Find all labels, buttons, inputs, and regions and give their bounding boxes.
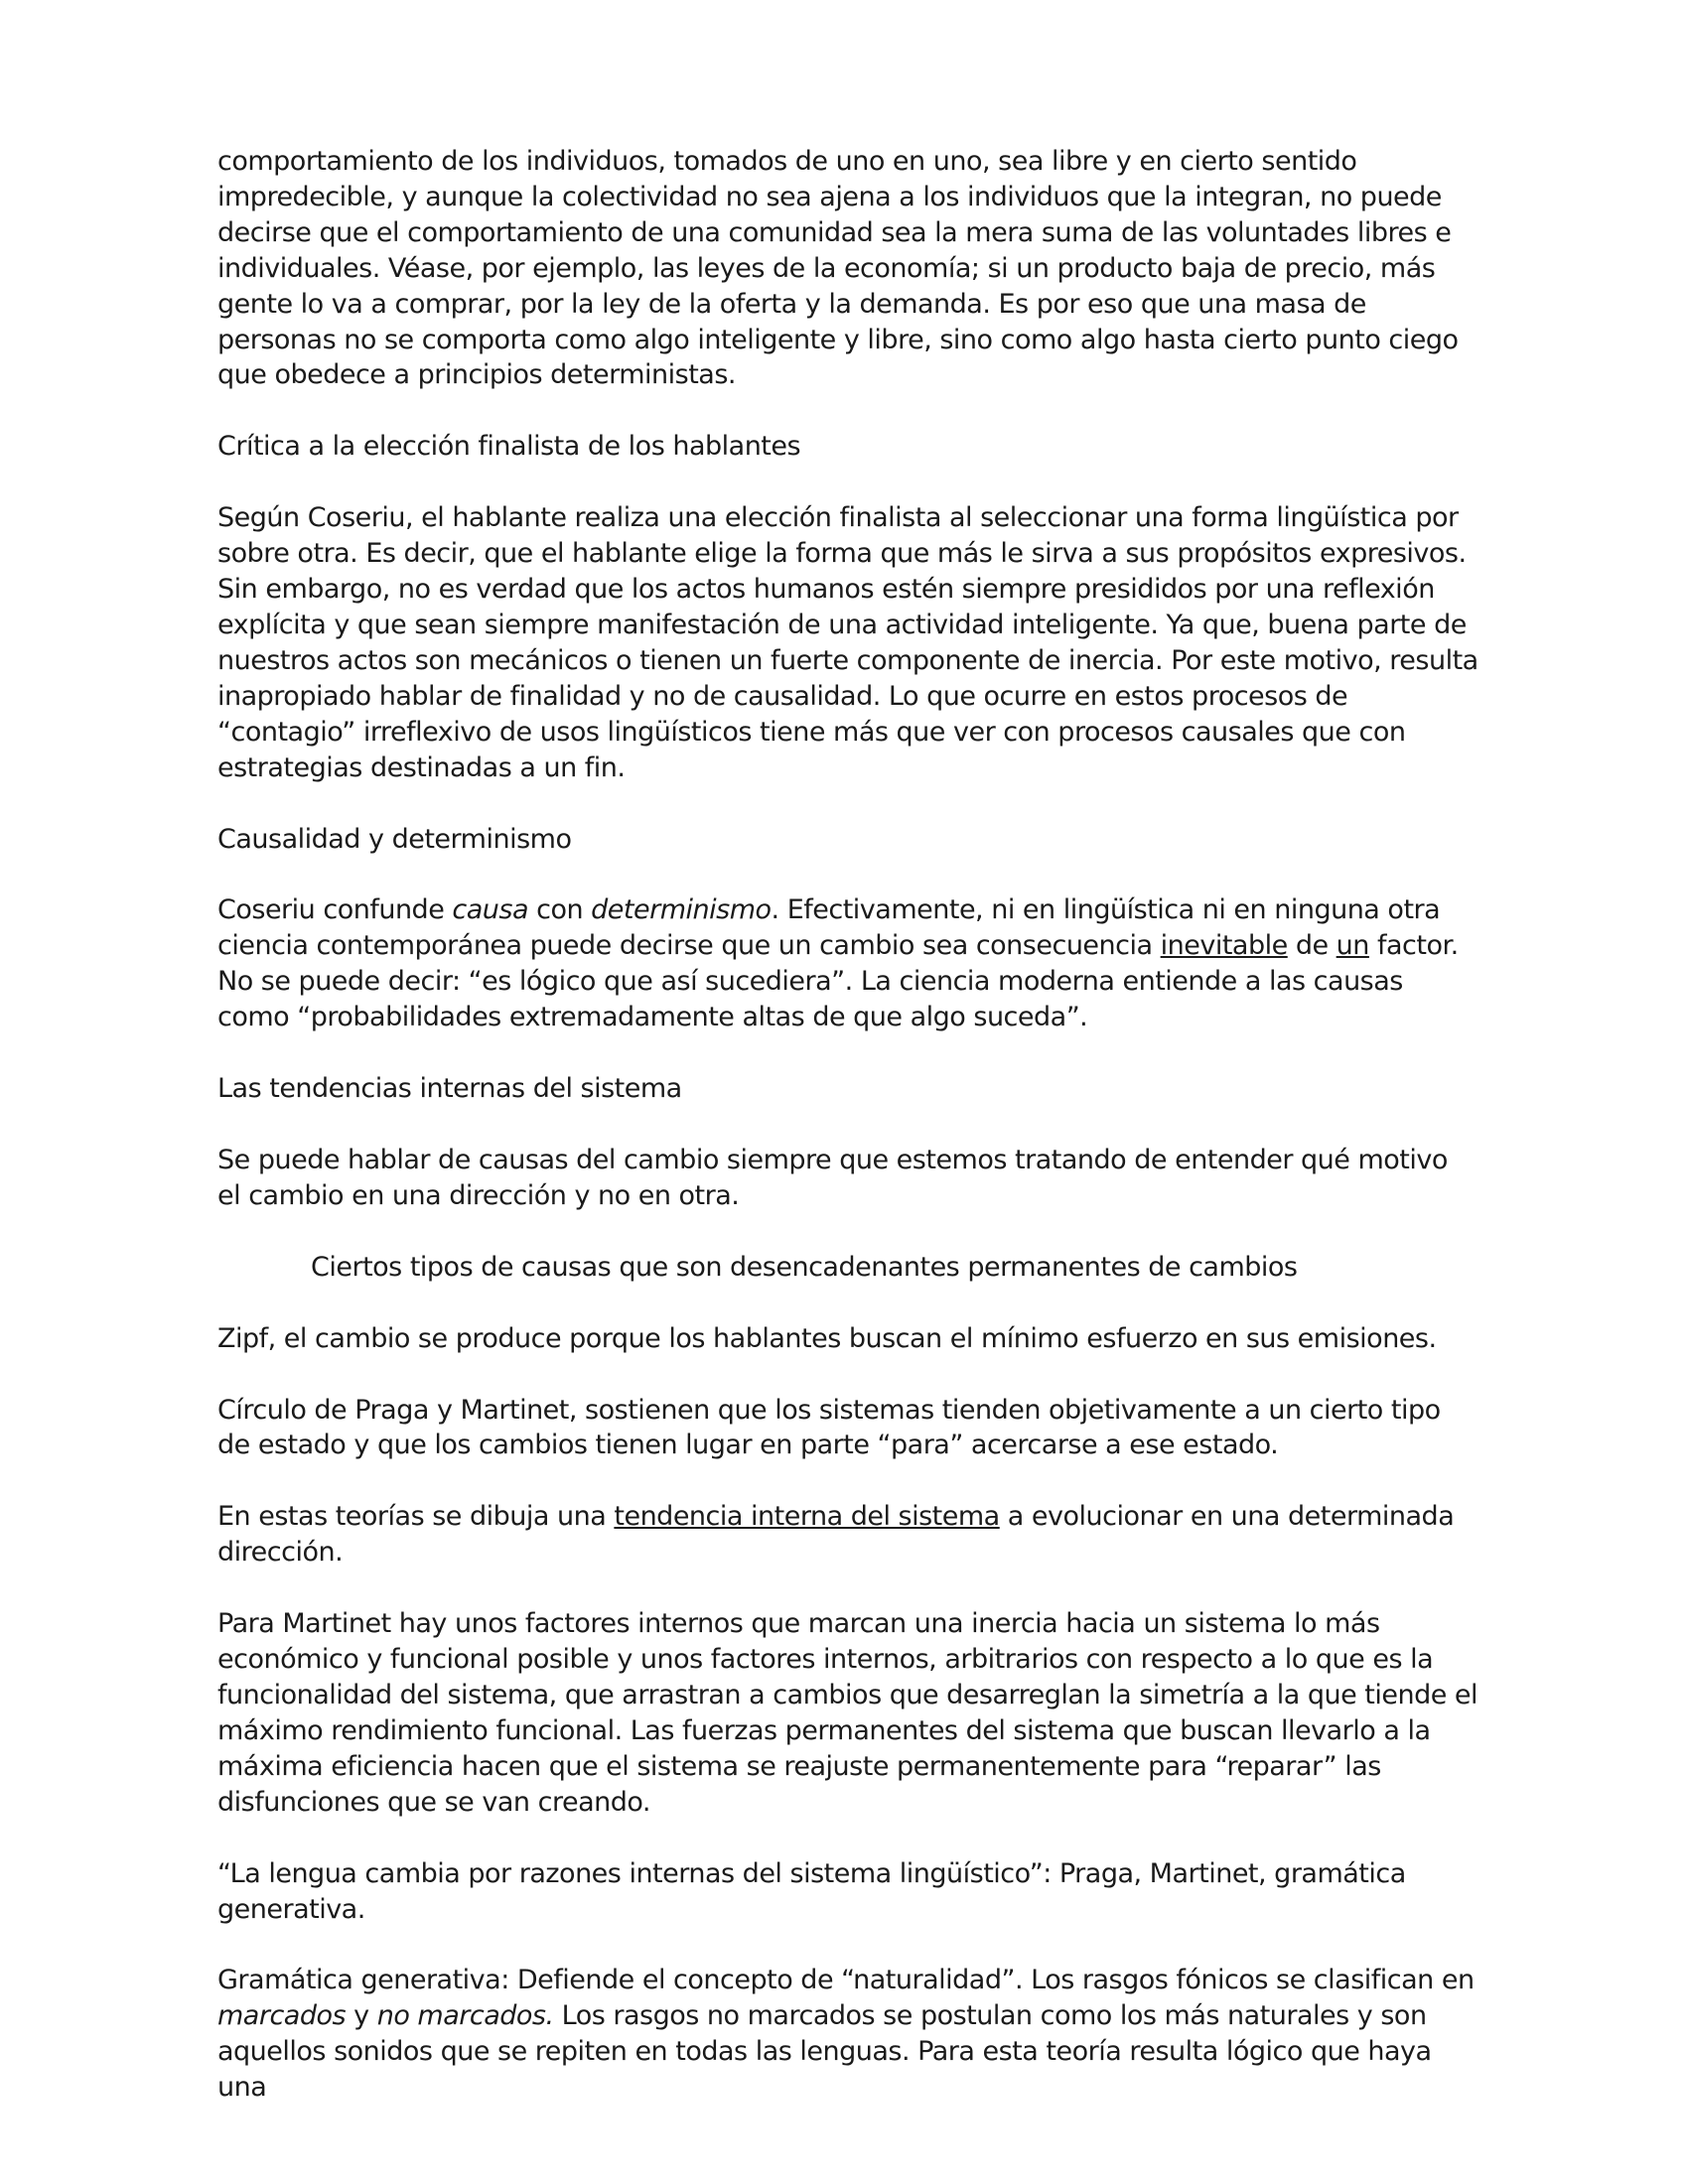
document-page: [217, 144, 1478, 2141]
text-run: de: [1287, 930, 1336, 962]
paragraph-zipf: Zipf, el cambio se produce porque los hablantes buscan el mínimo esfuerzo en sus emisiones.: [217, 1322, 1437, 1354]
underlined-term-un: un: [1336, 930, 1369, 962]
italic-term-determinismo: determinismo: [591, 894, 772, 926]
text-run: Gramática generativa: Defiende el concepto de “naturalidad”. Los rasgos fónicos se clasifican en: [217, 1965, 1475, 1996]
underlined-term-internal-tendency: tendencia interna del sistema: [614, 1501, 1000, 1533]
heading-internal-tendencies: Las tendencias internas del sistema: [217, 1073, 682, 1105]
paragraph-causes-of-change: Se puede hablar de causas del cambio siempre que estemos tratando de entender qué motivo el cambio en una dirección y no en otra.: [217, 1144, 1448, 1211]
paragraph-generative-grammar: [217, 1963, 1478, 2106]
italic-term-no-marcados: no marcados.: [376, 2000, 554, 2032]
text-run: con: [528, 894, 592, 926]
paragraph-martinet-factors: Para Martinet hay unos factores internos que marcan una inercia hacia un sistema lo más económico y funcional posible y unos factores internos, arbitrarios con respecto a lo que es la funcionalidad del sistema, que arrastran a cambios que desarreglan la simetría a la que tiende el máximo rendimiento funcional. Las fuerzas permanentes del sistema que buscan llevarlo a la máxima eficiencia hacen que el sistema se reajuste permanentemente para “reparar” las disfunciones que se van creando.: [217, 1608, 1478, 1818]
subheading-permanent-causes: Ciertos tipos de causas que son desencadenantes permanentes de cambios: [311, 1251, 1298, 1283]
paragraph-cause-determinism: [217, 892, 1478, 1035]
text-run: a evolucionar en una determinada dirección.: [217, 1501, 1455, 1569]
paragraph-individual-behaviour: comportamiento de los individuos, tomados de uno en uno, sea libre y en cierto sentido impredecible, y aunque la colectividad no sea ajena a los individuos que la integran, no puede decirse que el comportamiento de una comunidad sea la mera suma de las voluntades libres e individuales. Véase, por ejemplo, las leyes de la economía; si un producto baja de precio, más gente lo va a comprar, por la ley de la oferta y la demanda. Es por eso que una masa de personas no se comporta como algo inteligente y libre, sino como algo hasta cierto punto ciego que obedece a principios deterministas.: [217, 146, 1459, 391]
text-run: factor. No se puede decir: “es lógico que así sucediera”. La ciencia moderna entiende a las causas como “probabilidades extremadamente altas de que algo suceda”.: [217, 930, 1459, 1033]
paragraph-coseriu-finalist: Según Coseriu, el hablante realiza una elección finalista al seleccionar una forma lingüística por sobre otra. Es decir, que el hablante elige la forma que más le sirva a sus propósitos expresivos. Sin embargo, no es verdad que los actos humanos estén siempre presididos por una reflexión explícita y que sean siempre manifestación de una actividad inteligente. Ya que, buena parte de nuestros actos son mecánicos o tienen un fuerte componente de inercia. Por este motivo, resulta inapropiado hablar de finalidad y no de causalidad. Lo que ocurre en estos procesos de “contagio” irreflexivo de usos lingüísticos tiene más que ver con procesos causales que con estrategias destinadas a un fin.: [217, 502, 1478, 783]
paragraph-prague-martinet: Círculo de Praga y Martinet, sostienen que los sistemas tienden objetivamente a un cierto tipo de estado y que los cambios tienen lugar en parte “para” acercarse a ese estado.: [217, 1394, 1441, 1461]
italic-term-marcados: marcados: [217, 2000, 347, 2032]
text-run: y: [346, 2000, 377, 2032]
underlined-term-inevitable: inevitable: [1160, 930, 1288, 962]
paragraph-language-changes-quote: “La lengua cambia por razones internas del sistema lingüístico”: Praga, Martinet, gramática generativa.: [217, 1857, 1406, 1925]
text-run: Coseriu confunde: [217, 894, 453, 926]
heading-causality-determinism: Causalidad y determinismo: [217, 823, 572, 855]
text-run: . Efectivamente, ni en lingüística ni en ninguna otra ciencia contemporánea puede decirse que un cambio sea consecuencia: [217, 894, 1441, 962]
text-run: En estas teorías se dibuja una: [217, 1501, 615, 1533]
text-run: Los rasgos no marcados se postulan como los más naturales y son aquellos sonidos que se repiten en todas las lenguas. Para esta teoría resulta lógico que haya una: [217, 2000, 1432, 2104]
paragraph-internal-tendency: [217, 1499, 1478, 1570]
heading-finalist-choice: Crítica a la elección finalista de los hablantes: [217, 431, 801, 463]
italic-term-causa: causa: [452, 894, 529, 926]
